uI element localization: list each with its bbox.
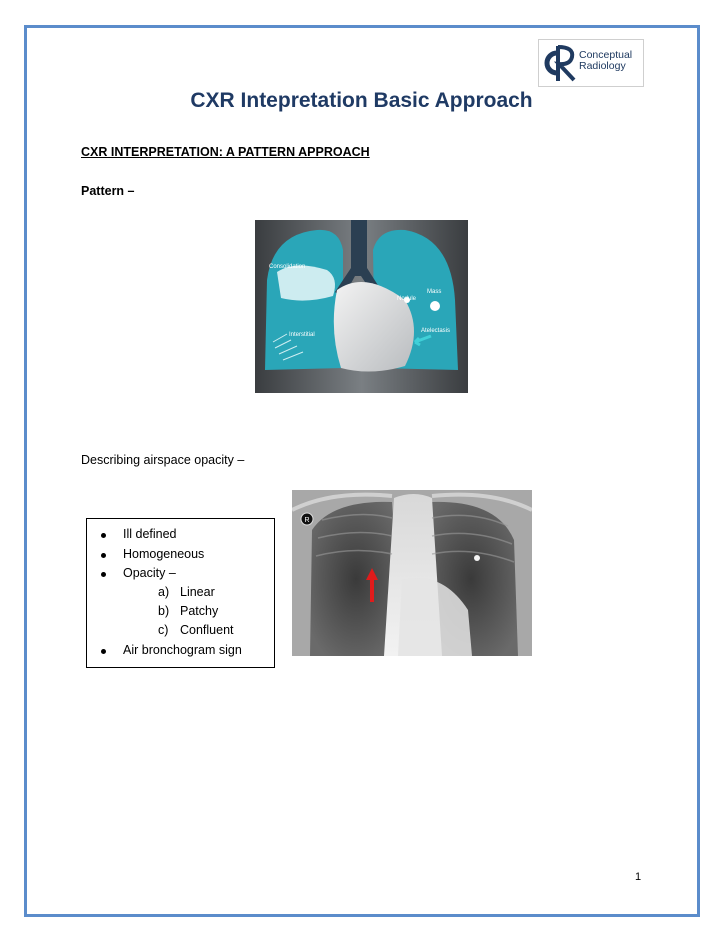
side-marker-label: R [304, 517, 310, 524]
list-item-text: Ill defined [123, 527, 177, 541]
lung-pattern-diagram [255, 220, 468, 393]
list-item-text: Opacity – [123, 566, 176, 580]
label-interstitial: Interstitial [289, 332, 315, 338]
conceptual-radiology-logo [538, 39, 644, 87]
sub-list-marker: a) [158, 585, 170, 599]
list-item-text: Homogeneous [123, 547, 205, 561]
bullet-icon [101, 572, 106, 577]
bullet-icon [101, 533, 106, 538]
list-item-text: Air bronchogram sign [123, 643, 242, 657]
document-title: CXR Intepretation Basic Approach [190, 89, 533, 112]
label-mass: Mass [427, 289, 442, 295]
label-consolidation: Consolidation [269, 264, 306, 270]
bullet-icon [101, 553, 106, 558]
mass-dot [430, 301, 440, 311]
page-number: 1 [635, 871, 642, 883]
logo-text [579, 50, 632, 72]
label-nodule: Nodule [397, 296, 417, 302]
label-atelectasis: Atelectasis [421, 328, 451, 334]
sub-list-text: Patchy [180, 604, 219, 618]
logo-line-2: Radiology [579, 60, 626, 72]
bullet-icon [101, 649, 106, 654]
consolidation-area [277, 265, 335, 300]
section-heading: CXR INTERPRETATION: A PATTERN APPROACH [81, 145, 370, 159]
sub-list-marker: b) [158, 604, 170, 618]
logo-line-1: Conceptual [579, 49, 633, 61]
logo-mark-icon [541, 43, 579, 83]
chest-xray-image [292, 490, 532, 656]
describing-label: Describing airspace opacity – [81, 453, 245, 467]
sub-list-text: Confluent [180, 623, 234, 637]
pattern-label: Pattern – [81, 184, 135, 198]
sub-list-text: Linear [180, 585, 215, 599]
sub-list-marker: c) [158, 623, 169, 637]
opacity-features-box [86, 518, 275, 668]
